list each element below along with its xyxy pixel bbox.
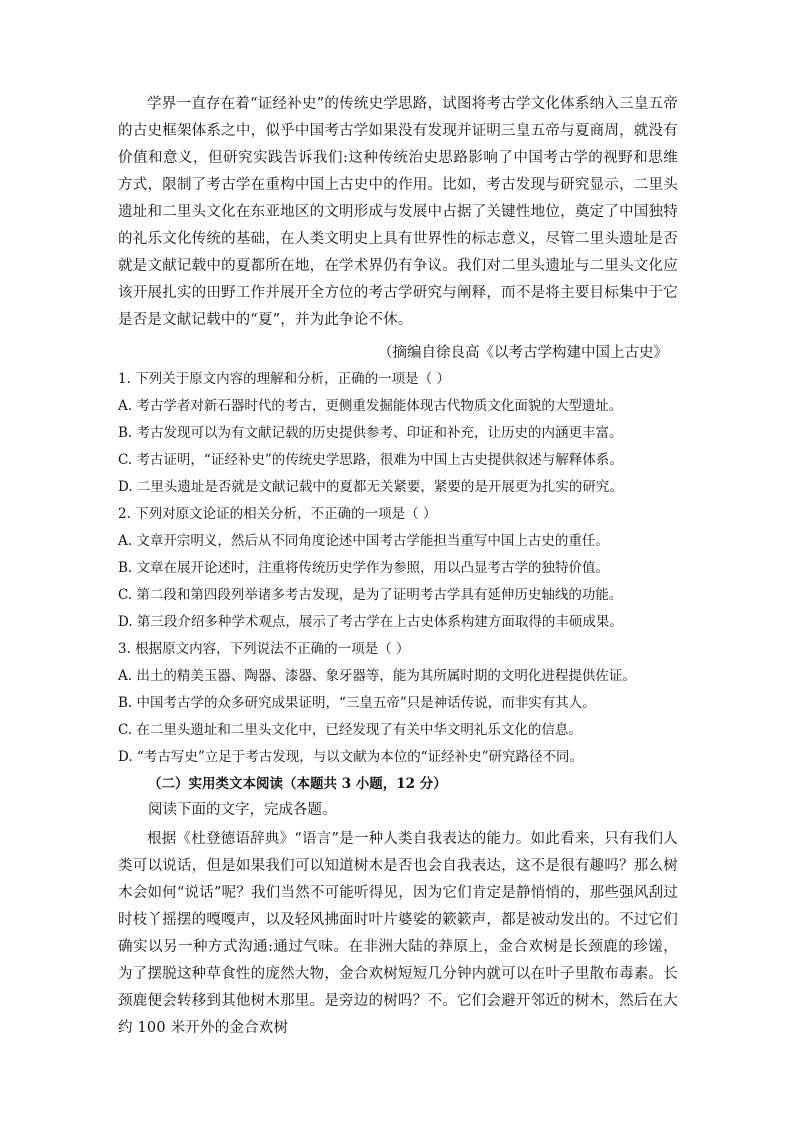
question-3-option-c: C. 在二里头遗址和二里头文化中，已经发现了有关中华文明礼乐文化的信息。 (118, 722, 582, 738)
question-1-option-c: C. 考古证明，“证经补史”的传统史学思路，很难为中国上古史提供叙述与解释体系。 (118, 452, 623, 468)
question-1-option-b: B. 考古发现可以为有文献记载的历史提供参考、印证和补充，让历史的内涵更丰富。 (118, 425, 623, 441)
question-3-option-b: B. 中国考古学的众多研究成果证明，“三皇五帝”只是神话传说，而非实有其人。 (118, 695, 596, 711)
section-instructions: 阅读下面的文字，完成各题。 (148, 802, 337, 818)
question-1-option-a: A. 考古学者对新石器时代的考古，更侧重发掘能体现古代物质文化面貌的大型遗址。 (118, 398, 623, 414)
section-heading: （二）实用类文本阅读（本题共 3 小题，12 分） (148, 776, 447, 792)
question-2-option-b: B. 文章在展开论述时，注重将传统历史学作为参照，用以凸显考古学的独特价值。 (118, 560, 610, 576)
question-2-option-d: D. 第三段介绍多种学术观点，展示了考古学在上古史体系构建方面取得的丰硕成果。 (118, 614, 623, 630)
question-2-stem: 2. 下列对原文论证的相关分析，不正确的一项是（ ） (118, 506, 437, 522)
question-1-stem: 1. 下列关于原文内容的理解和分析，正确的一项是（ ） (118, 371, 450, 387)
question-3-option-d: D. “考古写史”立足于考古发现，与以文献为本位的“证经补史”研究路径不同。 (118, 749, 584, 765)
question-1-option-d: D. 二里头遗址是否就是文献记载中的夏都无关紧要，紧要的是开展更为扎实的研究。 (118, 479, 623, 495)
passage-paragraph-1: 学界一直存在着“证经补史”的传统史学思路，试图将考古学文化体系纳入三皇五帝的古史框架体系之中，似乎中国考古学如果没有发现并证明三皇五帝与夏商周，就没有价值和意义，但研究实践告诉我们:这种传统治史思路影响了中国考古学的视野和思维方式，限制了考古学在重构中国上古史中的作用。比如，考古发现与研究显示，二里头遗址和二里头文化在东亚地区的文明形成与发展中占据了关键性地位，奠定了中国独特的礼乐文化传统的基础，在人类文明史上具有世界性的标志意义，尽管二里头遗址是否就是文献记载中的夏都所在地，在学术界仍有争议。我们对二里头遗址与二里头文化应该开展扎实的田野工作并展开全方位的考古学研究与阐释，而不是将主要目标集中于它是否是文献记载中的“夏”，并为此争论不休。 (118, 96, 678, 328)
question-3-option-a: A. 出土的精美玉器、陶器、漆器、象牙器等，能为其所属时期的文明化进程提供佐证。 (118, 668, 636, 684)
question-2-option-a: A. 文章开宗明义，然后从不同角度论述中国考古学能担当重写中国上古史的重任。 (118, 533, 609, 549)
question-3-stem: 3. 根据原文内容，下列说法不正确的一项是（ ） (118, 641, 410, 657)
passage-paragraph-2: 根据《杜登德语辞典》“语言”是一种人类自我表达的能力。如此看来，只有我们人类可以说话，但是如果我们可以知道树木是否也会自我表达，这不是很有趣吗？那么树木会如何“说话”呢？我们当然不可能听得见，因为它们肯定是静悄悄的，那些强风刮过时枝丫摇摆的嘎嘎声，以及轻风拂面时叶片婆娑的簌簌声，都是被动发出的。不过它们确实以另一种方式沟通:通过气味。在非洲大陆的莽原上，金合欢树是长颈鹿的珍馐，为了摆脱这种草食性的庞然大物，金合欢树短短几分钟内就可以在叶子里散布毒素。长颈鹿便会转移到其他树木那里。是旁边的树吗？不。它们会避开邻近的树木，然后在大约 100 米开外的金合欢树 (118, 831, 678, 1036)
question-2-option-c: C. 第二段和第四段列举诸多考古发现，是为了证明考古学具有延伸历史轴线的功能。 (118, 587, 623, 603)
citation: （摘编自徐良高《以考古学构建中国上古史》 (378, 345, 668, 361)
